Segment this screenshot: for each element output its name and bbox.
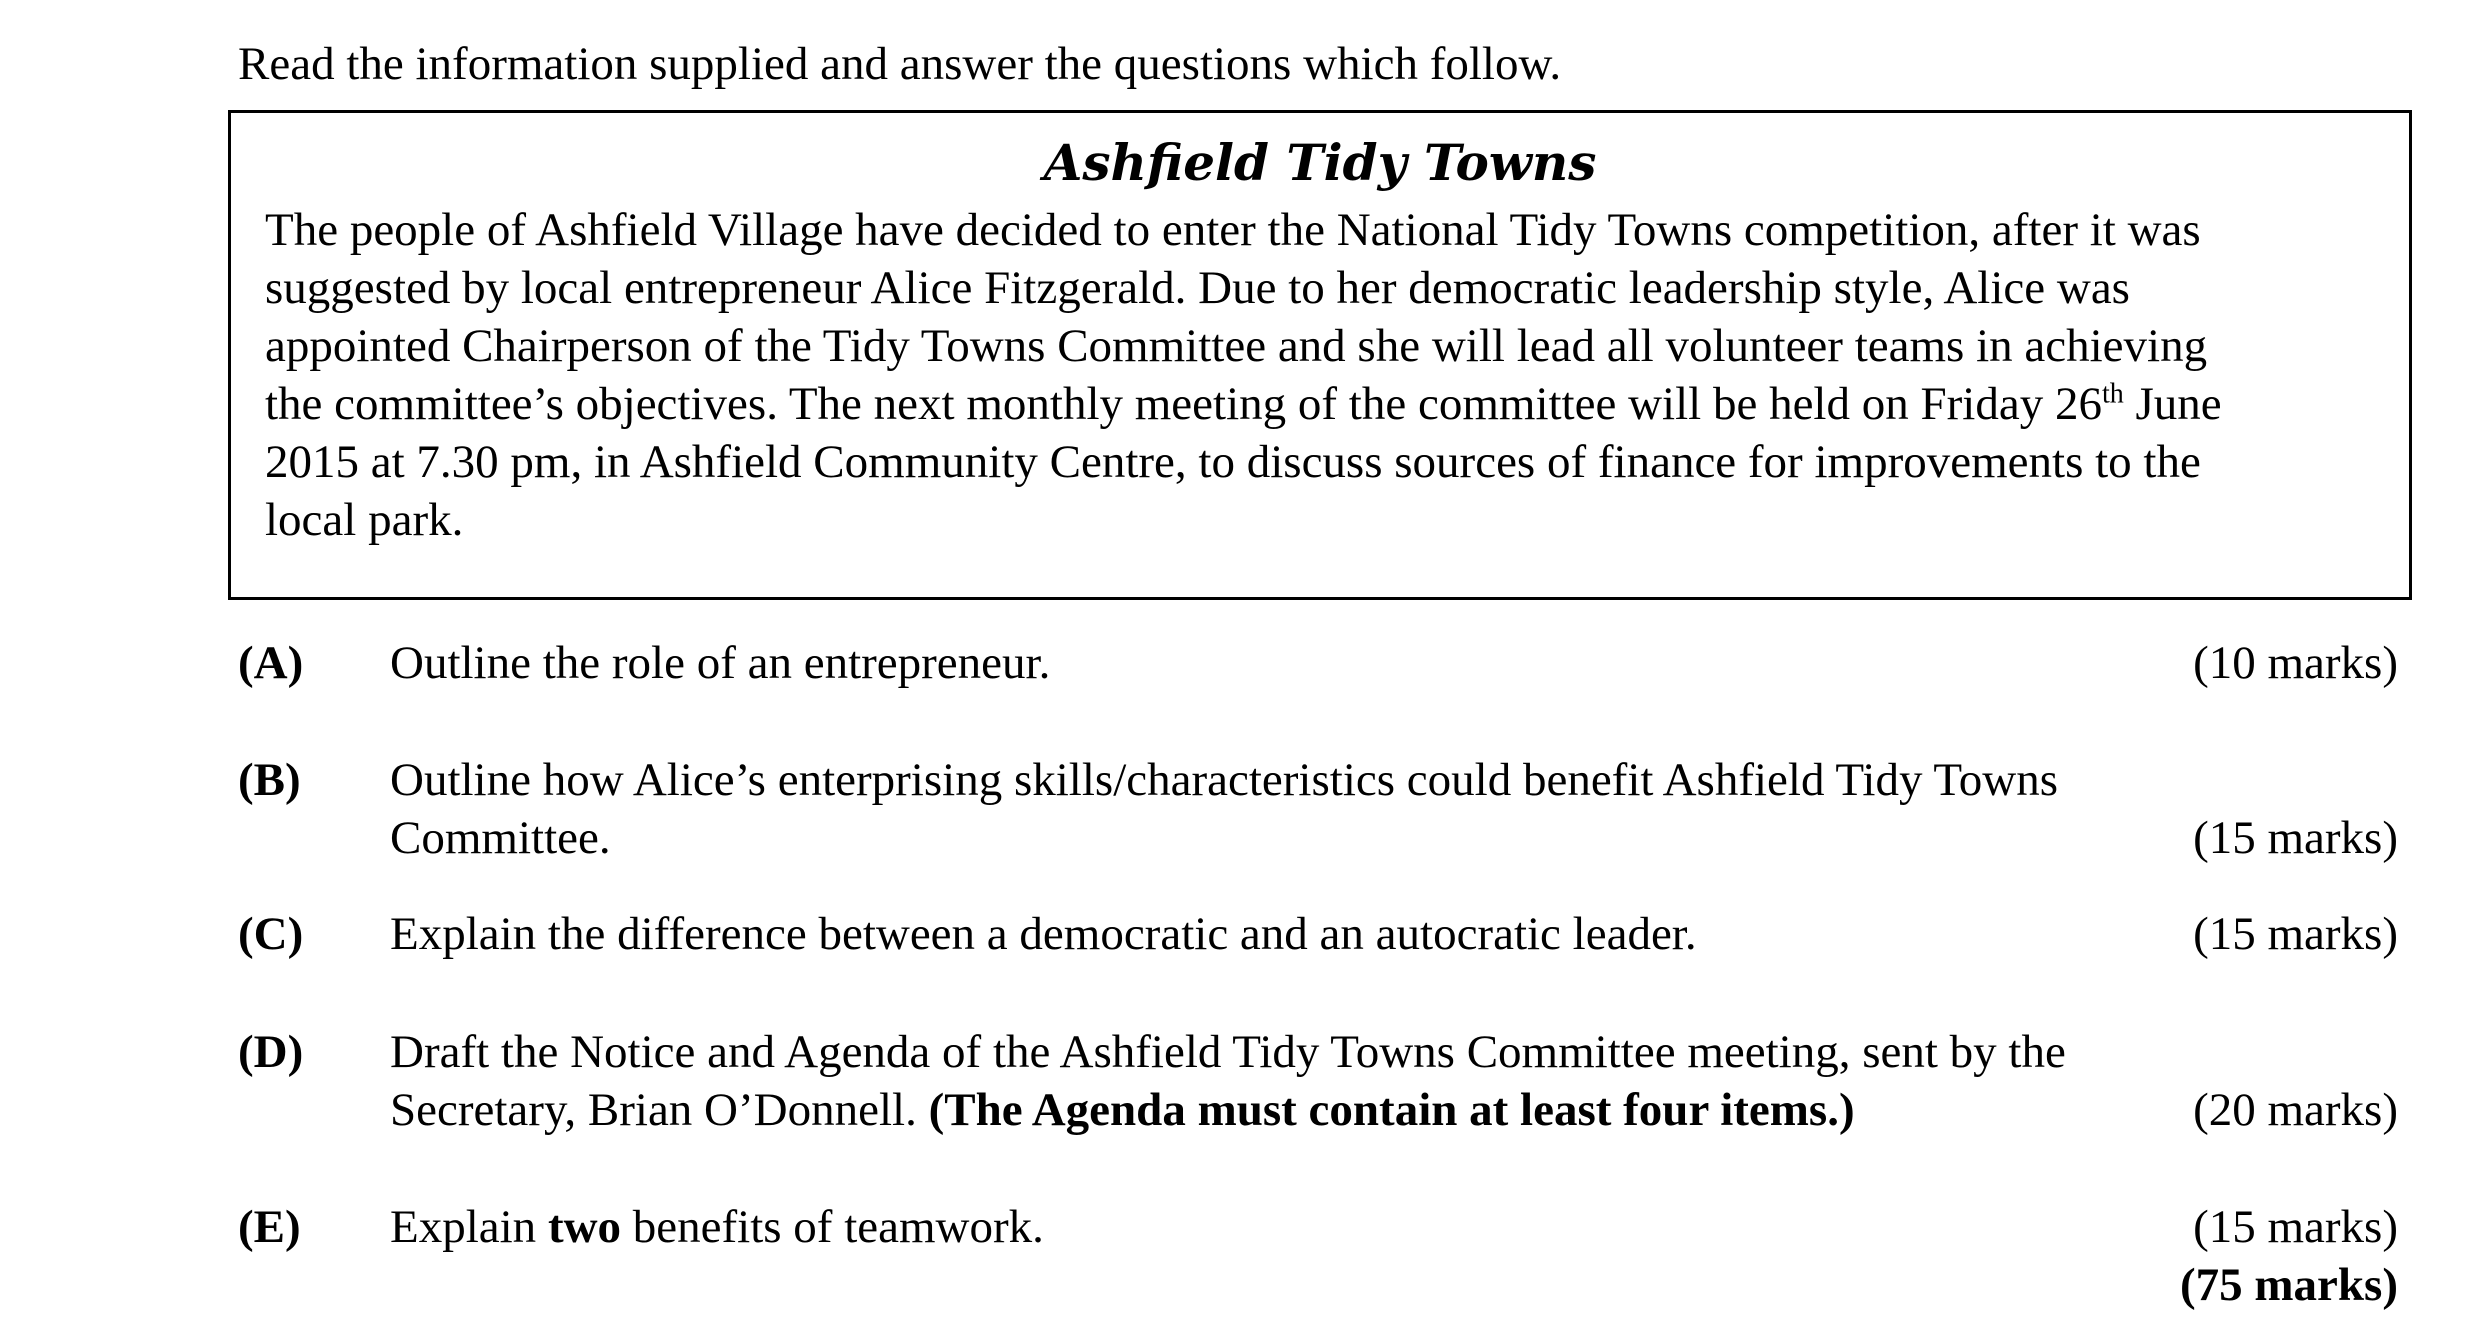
- question-b-text-line-2: Committee.: [390, 812, 611, 864]
- question-a-label: (A): [238, 637, 304, 689]
- case-study-line-4-text: the committee’s objectives. The next monthly meeting of the committee will be held on Friday 26: [265, 378, 2102, 430]
- question-d-text-bold: (The Agenda must contain at least four items.): [928, 1084, 1855, 1136]
- instructions-text: Read the information supplied and answer the questions which follow.: [238, 38, 1562, 90]
- question-c-marks: (15 marks): [2193, 908, 2398, 960]
- case-study-line-4-tail: June: [2123, 378, 2222, 430]
- case-study-line-4: [265, 375, 2222, 433]
- question-d-text-line-1: Draft the Notice and Agenda of the Ashfield Tidy Towns Committee meeting, sent by the: [390, 1026, 2066, 1078]
- question-c-label: (C): [238, 908, 304, 960]
- total-marks: (75 marks): [2180, 1259, 2398, 1311]
- question-c-text: Explain the difference between a democratic and an autocratic leader.: [390, 908, 1697, 960]
- question-e-text-post: benefits of teamwork.: [621, 1201, 1044, 1253]
- question-d-marks: (20 marks): [2193, 1084, 2398, 1136]
- question-b-label: (B): [238, 754, 301, 806]
- question-d-label: (D): [238, 1026, 304, 1078]
- case-study-line-1: The people of Ashfield Village have decided to enter the National Tidy Towns competition, after it was: [265, 204, 2201, 256]
- question-d-text-line-2: [390, 1081, 1855, 1139]
- question-b-marks: (15 marks): [2193, 812, 2398, 864]
- ordinal-suffix: th: [2101, 378, 2124, 410]
- case-study-title: Ashfield Tidy Towns: [1043, 133, 1597, 192]
- question-a-marks: (10 marks): [2193, 637, 2398, 689]
- case-study-box: [228, 110, 2412, 600]
- question-a-text: Outline the role of an entrepreneur.: [390, 637, 1051, 689]
- case-study-line-3: appointed Chairperson of the Tidy Towns Committee and she will lead all volunteer teams in achieving: [265, 320, 2208, 372]
- question-e-label: (E): [238, 1201, 301, 1253]
- question-d-text-plain: Secretary, Brian O’Donnell.: [390, 1084, 929, 1136]
- case-study-line-2: suggested by local entrepreneur Alice Fitzgerald. Due to her democratic leadership style, Alice was: [265, 262, 2130, 314]
- question-b-text-line-1: Outline how Alice’s enterprising skills/characteristics could benefit Ashfield Tidy Towns: [390, 754, 2059, 806]
- question-e-text-bold: two: [547, 1201, 622, 1253]
- case-study-line-6: local park.: [265, 494, 464, 546]
- question-e-marks: (15 marks): [2193, 1201, 2398, 1253]
- question-e-text: [390, 1198, 1044, 1256]
- question-e-text-pre: Explain: [390, 1201, 548, 1253]
- case-study-line-5: 2015 at 7.30 pm, in Ashfield Community Centre, to discuss sources of finance for improvements to the: [265, 436, 2201, 488]
